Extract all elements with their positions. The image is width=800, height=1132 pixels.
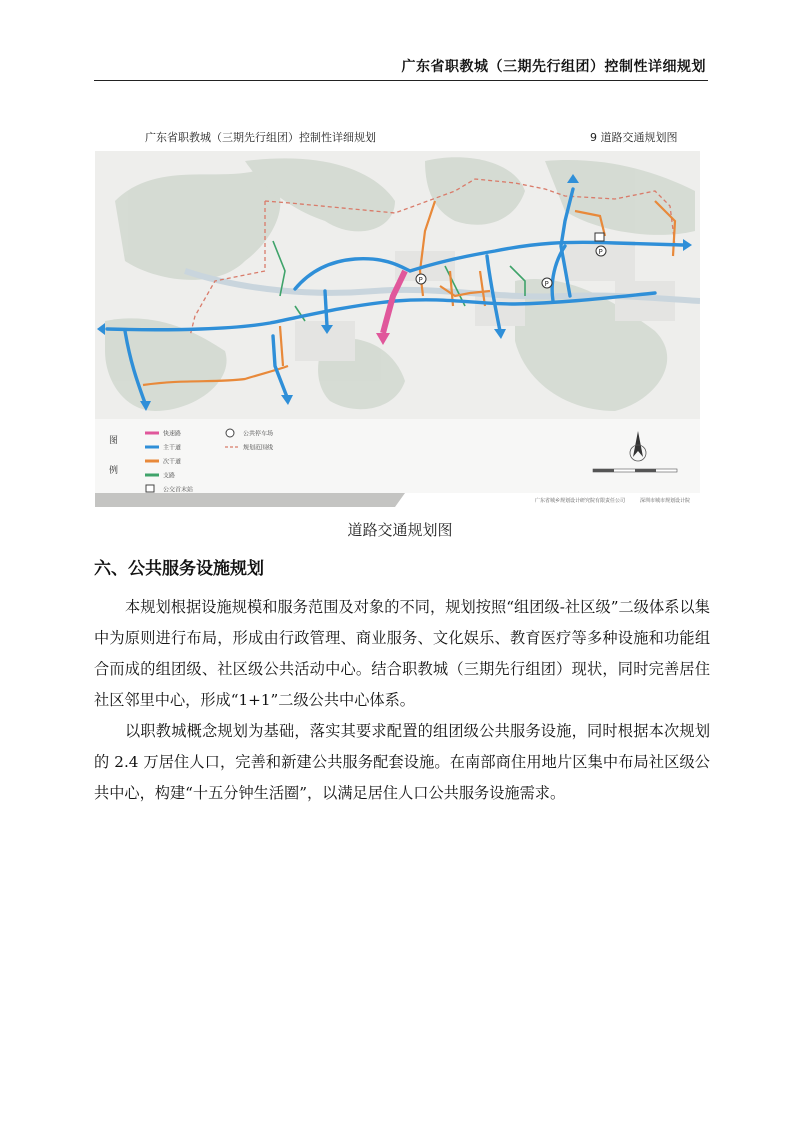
legend-label: 主干道 xyxy=(163,444,182,452)
legend-label: 支路 xyxy=(163,472,176,480)
legend-label: 规划范围线 xyxy=(243,444,274,452)
map-footer-stripe xyxy=(95,493,405,507)
map-footer-right: 深圳市城市规划设计院 xyxy=(640,498,691,504)
legend-side-label-1: 图 xyxy=(109,436,119,446)
legend-label: 公交首末站 xyxy=(163,486,194,494)
body-paragraph-1: 本规划根据设施规模和服务范围及对象的不同，规划按照“组团级-社区级”二级体系以集中为原则进行布局，形成由行政管理、商业服务、文化娱乐、教育医疗等多种设施和功能组合而成的组团级、社区级公共活动中心。结合职教城（三期先行组团）现状，同时完善居住社区邻里中心，形成“1+1”二级公共中心体系。 xyxy=(94,598,710,709)
legend-label: 公共停车场 xyxy=(243,430,274,438)
road-traffic-map xyxy=(95,121,700,507)
header-title: 广东省职教城（三期先行组团）控制性详细规划 xyxy=(401,59,706,75)
map-title: 广东省职教城（三期先行组团）控制性详细规划 xyxy=(145,131,376,144)
legend-item xyxy=(146,485,193,494)
svg-text:P: P xyxy=(418,276,423,284)
legend-label: 次干道 xyxy=(163,458,182,466)
map-number: 9 道路交通规划图 xyxy=(590,131,678,144)
legend-symbol xyxy=(226,429,234,437)
legend-side-label-2: 例 xyxy=(109,466,119,476)
svg-text:P: P xyxy=(598,248,603,256)
figure-caption: 道路交通规划图 xyxy=(347,521,453,539)
body-paragraph-2: 以职教城概念规划为基础，落实其要求配置的组团级公共服务设施，同时根据本次规划的 2.4 万居住人口，完善和新建公共服务配套设施。在南部商住用地片区集中布局社区级公共中心，构建“十五分钟生活圈”，以满足居住人口公共服务设施需求。 xyxy=(94,722,710,802)
legend-symbol xyxy=(146,485,154,492)
scale-bar xyxy=(593,469,677,472)
legend-label: 快速路 xyxy=(163,430,182,438)
page-header xyxy=(94,52,708,81)
map-footer-left: 广东省城乡规划设计研究院有限责任公司 xyxy=(535,498,626,504)
section-heading: 六、公共服务设施规划 xyxy=(94,559,264,579)
legend-area xyxy=(95,419,700,493)
legend-item xyxy=(226,429,273,438)
svg-text:P: P xyxy=(544,280,549,288)
